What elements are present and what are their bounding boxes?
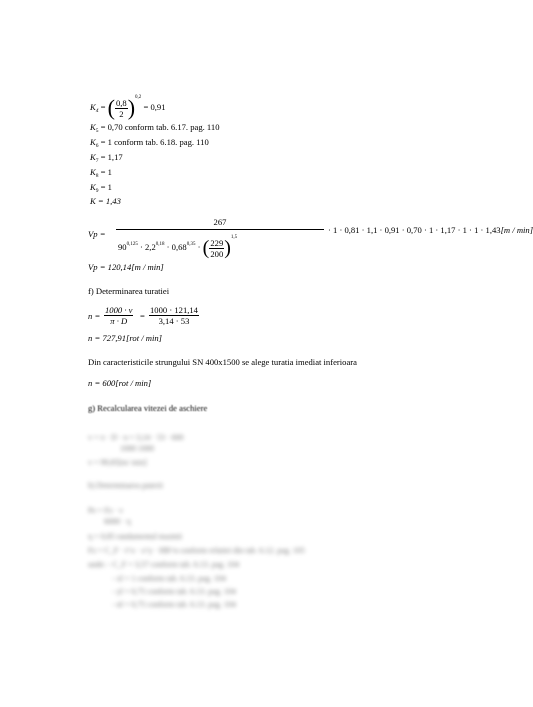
blur-line-11 [112,586,236,597]
blur-line-2 [120,443,154,454]
n-choice: n = 600[rot / min] [88,378,152,388]
vp-right-paren: ) [224,237,231,260]
section-f-heading [88,286,169,297]
n-choice-line [88,378,151,389]
vp-denominator [118,232,237,259]
n-lhs: n = [88,311,101,321]
blur-line-3 [88,457,147,468]
k6-subscript: 6 [95,143,99,149]
vp-inner-den: 200 [210,248,224,259]
right-paren: ) [127,95,136,121]
k7-text: = 1,17 [100,152,123,162]
k4-fraction [115,98,128,119]
vp-lhs: Vp = [88,229,106,239]
blur-line-6-text: 6000 · η [104,517,131,526]
vp-inner-fraction [209,238,224,259]
strung-text-line [88,357,357,368]
k4-denominator: 2 [119,108,124,119]
k5-subscript: 5 [95,128,99,134]
k8-symbol: K [90,167,96,177]
blur-line-1-text: v = π · D · n = 3,14 · 53 · 600 [88,433,184,442]
vp-numerator-value: 267 [213,217,227,227]
k8-text: = 1 [100,167,112,177]
k9-text: = 1 [100,182,112,192]
blur-line-1 [88,432,184,443]
vp-result-line [88,262,164,273]
vp-den-b-exp: 0,18 [155,242,165,247]
k-total-text: K = 1,43 [90,196,121,206]
blur-line-12 [112,599,236,610]
n-fraction-1 [104,305,133,326]
blur-line-4 [88,480,163,491]
k6-symbol: K [90,137,96,147]
section-f-text: f) Determinarea turatiei [88,286,170,296]
k9-line [90,182,112,197]
k6-text: = 1 conform tab. 6.18. pag. 110 [100,137,209,147]
vp-den-c: · 0,68 [166,242,187,252]
k4-exponent: 0,2 [135,95,142,100]
blur-line-4-text: h) Determinarea puterii [88,481,164,490]
blur-line-2-text: 1000 1000 [120,444,154,453]
vp-den-c-exp: 0,35 [186,242,196,247]
k4-numerator: 0,8 [115,97,127,108]
vp-den-a: 90 [118,242,127,252]
k8-subscript: 8 [95,173,99,179]
k-total-line [90,196,121,207]
n-num-2: 1000 · 121,14 [150,305,198,315]
n-result: n = 727,91[rot / min] [88,333,162,343]
n-den-2: 3,14 · 53 [158,316,190,326]
blur-line-7 [88,531,182,542]
vp-den-dot: · [197,242,201,252]
blur-line-9 [88,559,239,570]
blur-line-8-text: Fz = C_F · t^x · s^y · HB^n conform relatiei din tab. 6.12. pag. 105 [88,546,305,555]
blur-line-11-text: - yl = 0,75 conform tab. 6.13. pag. 104 [112,587,236,596]
vp-fraction-bar [116,229,324,230]
k9-symbol: K [90,182,96,192]
blurred-content [0,412,500,612]
blur-line-10-text: - xl = 1 conform tab. 6.13. pag. 104 [112,574,226,583]
n-num-1: 1000 · v [105,305,133,315]
blur-line-9-text: unde: - C_F = 3,57 conform tab. 6.13. pag. 104 [88,560,240,569]
k4-subscript: 4 [95,108,99,114]
k4-symbol: K [90,102,96,112]
strung-text: Din caracteristicile strungului SN 400x1500 se alege turatia imediat inferioara [88,357,357,367]
vp-den-a-exp: 0,125 [126,242,138,247]
blur-line-3-text: v = 99,85[m/ min] [88,458,147,467]
vp-tail-factors: · 1 · 0,81 · 1,1 · 0,91 · 0,70 · 1 · 1,17 · 1 · 1 · 1,43 [328,225,501,235]
vp-inner-num: 229 [210,237,224,248]
blur-line-10 [112,573,226,584]
n-den-1: π · D [110,316,128,326]
blur-line-6 [104,516,131,527]
blur-line-5-text: Pe = Fz · v [88,506,124,515]
vp-left-paren: ( [202,237,210,260]
vp-den-b: · 2,2 [140,242,156,252]
vp-inner-exp: 1,5 [230,235,238,240]
blur-line-7-text: η = 0,85 randamentul masinii [88,532,183,541]
blur-line-5 [88,505,123,516]
k5-symbol: K [90,122,96,132]
k7-symbol: K [90,152,96,162]
k7-subscript: 7 [95,158,99,164]
n-result-line [88,333,162,344]
k6-line [90,137,209,152]
n-equals: = [140,311,145,321]
k9-subscript: 9 [95,188,99,194]
k8-line [90,167,112,182]
vp-result: Vp = 120,14[m / min] [88,262,164,272]
blur-line-8 [88,545,305,556]
k4-value: = 0,91 [143,102,166,112]
k5-line [90,122,220,137]
n-fraction-2 [149,305,199,326]
vp-unit: [m / min] [500,225,533,235]
k7-line [90,152,123,167]
blur-line-12-text: - nl = 0,75 conform tab. 6.13. pag. 104 [112,600,236,609]
left-paren: ( [107,95,115,121]
k4-equation: $K_4$ = ( $\frac{0,8}{2}$ )$^{0,2}$ = 0,91 [90,95,166,121]
section-g-text: g) Recalcularea vitezei de aschiere [88,403,208,413]
vp-tail [328,225,533,236]
k5-text: = 0,70 conform tab. 6.17. pag. 110 [100,122,220,132]
vp-numerator [116,217,324,228]
